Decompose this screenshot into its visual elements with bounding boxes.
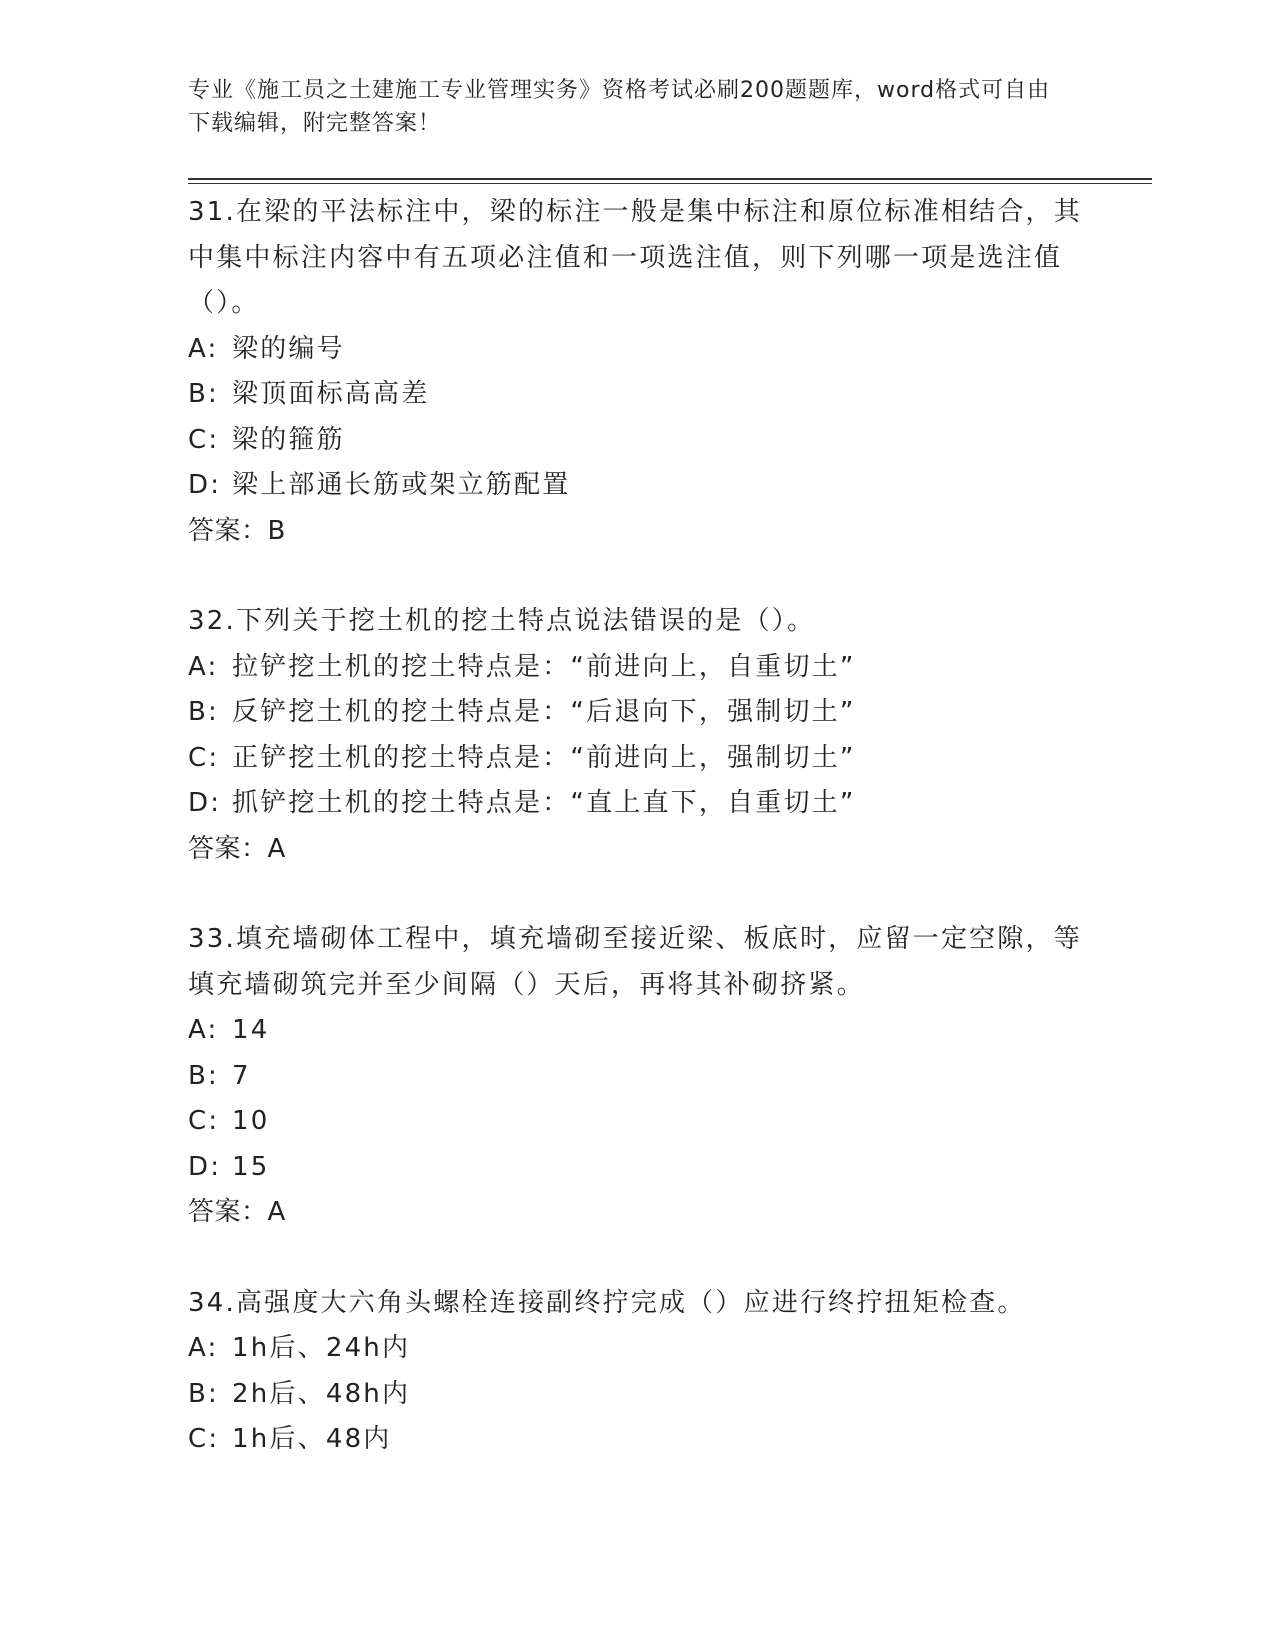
option-letter: D: (188, 470, 222, 500)
option-text: 14 (232, 1015, 270, 1045)
header-rule-thin (188, 183, 1152, 184)
option-c (188, 418, 1088, 464)
document-header: 专业《施工员之土建施工专业管理实务》资格考试必刷200题题库，word格式可自由下载编辑，附完整答案！ (188, 78, 1051, 136)
option-a (188, 1008, 1088, 1054)
option-text: 反铲挖土机的挖土特点是：“后退向下，强制切土” (232, 697, 856, 727)
option-letter: A: (188, 651, 219, 682)
question-33 (188, 917, 1088, 1236)
answer-line: 答案：A (188, 1197, 286, 1227)
answer-line: 答案：A (188, 833, 286, 864)
option-b (188, 690, 1088, 736)
option-text: 拉铲挖土机的挖土特点是：“前进向上，自重切土” (232, 651, 856, 682)
option-a (188, 645, 1088, 691)
option-letter: A: (188, 1333, 219, 1363)
option-letter: A: (188, 1015, 219, 1045)
question-31 (188, 190, 1088, 554)
option-b (188, 1054, 1088, 1100)
option-d (188, 463, 1088, 509)
option-a (188, 1326, 1088, 1372)
option-c (188, 1099, 1088, 1145)
option-letter: B: (188, 379, 219, 409)
question-stem: 31.在梁的平法标注中，梁的标注一般是集中标注和原位标准相结合，其中集中标注内容中有五项必注值和一项选注值，则下列哪一项是选注值（）。 (188, 197, 1082, 318)
option-letter: C: (188, 1106, 220, 1136)
option-letter: B: (188, 1378, 219, 1409)
option-c (188, 736, 1088, 782)
question-list (188, 190, 1088, 1463)
question-32 (188, 599, 1088, 872)
option-b (188, 372, 1088, 418)
option-text: 梁的箍筋 (232, 424, 345, 455)
option-b (188, 1372, 1088, 1418)
option-letter: B: (188, 1060, 219, 1091)
option-letter: B: (188, 697, 219, 727)
option-letter: D: (188, 788, 222, 818)
option-c (188, 1417, 1088, 1463)
question-stem: 33.填充墙砌体工程中，填充墙砌至接近梁、板底时，应留一定空隙，等填充墙砌筑完并至少间隔（）天后，再将其补砌挤紧。 (188, 924, 1082, 1000)
answer-line: 答案：B (188, 515, 286, 546)
option-d (188, 1145, 1088, 1191)
option-text: 梁顶面标高高差 (232, 379, 430, 409)
option-letter: A: (188, 333, 219, 364)
option-text: 10 (232, 1106, 270, 1136)
option-text: 15 (232, 1151, 270, 1182)
question-stem: 32.下列关于挖土机的挖土特点说法错误的是（）。 (188, 606, 816, 636)
option-text: 1h后、24h内 (232, 1333, 411, 1363)
option-letter: C: (188, 424, 220, 455)
option-text: 抓铲挖土机的挖土特点是：“直上直下，自重切土” (232, 788, 856, 818)
option-text: 正铲挖土机的挖土特点是：“前进向上，强制切土” (232, 742, 856, 773)
option-a (188, 327, 1088, 373)
option-letter: D: (188, 1151, 222, 1182)
option-text: 梁的编号 (232, 333, 345, 364)
question-stem: 34.高强度大六角头螺栓连接副终拧完成（）应进行终拧扭矩检查。 (188, 1287, 1026, 1318)
option-letter: C: (188, 1424, 220, 1454)
option-letter: C: (188, 742, 220, 773)
question-34 (188, 1281, 1088, 1463)
option-d (188, 781, 1088, 827)
option-text: 7 (232, 1060, 251, 1091)
option-text: 2h后、48h内 (232, 1378, 411, 1409)
option-text: 1h后、48内 (232, 1424, 392, 1454)
header-rule-thick (188, 178, 1152, 180)
option-text: 梁上部通长筋或架立筋配置 (232, 470, 571, 500)
